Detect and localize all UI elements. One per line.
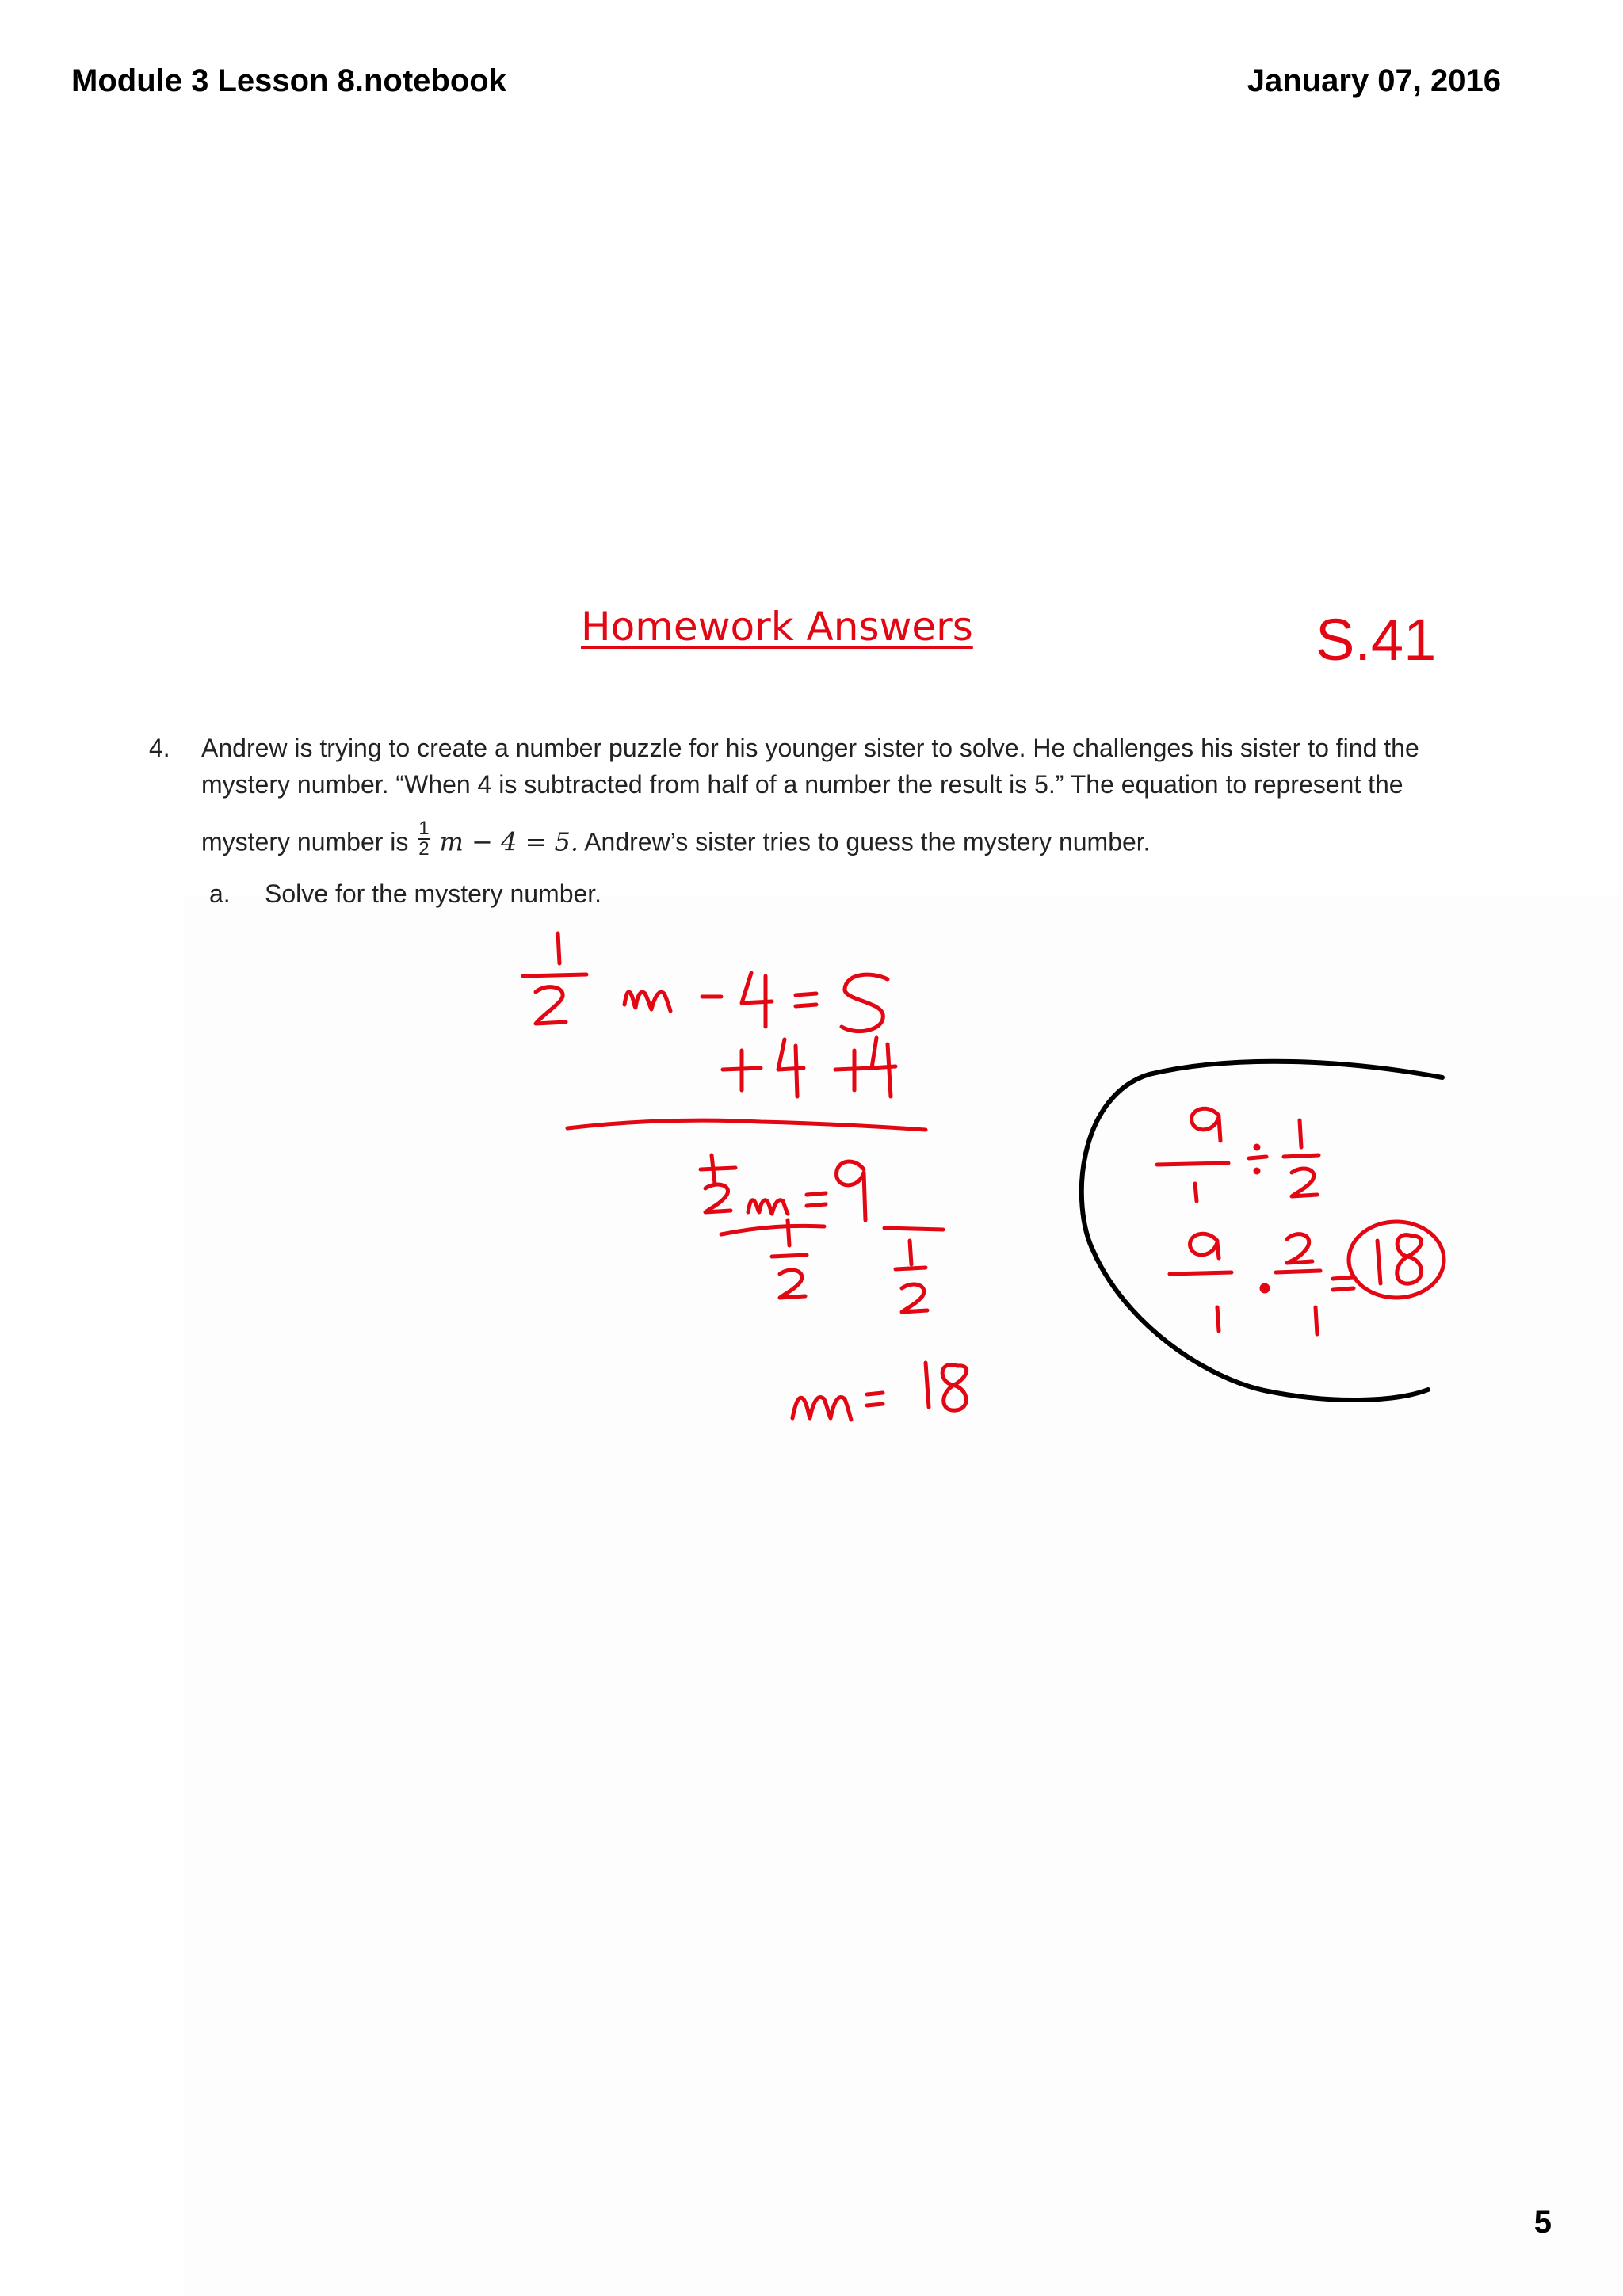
ink-division-dot xyxy=(1255,1146,1258,1149)
ink-digit-1 xyxy=(910,1241,911,1264)
ink-fraction-bar xyxy=(701,1168,735,1169)
ink-equals xyxy=(807,1193,826,1206)
equation-rest: m − 4 = 5. xyxy=(439,826,579,857)
ink-digit-1 xyxy=(1377,1241,1381,1283)
ink-equals xyxy=(867,1393,883,1405)
ink-digit-2 xyxy=(1292,1169,1317,1196)
ink-digit-4 xyxy=(872,1038,896,1097)
equation-lead-in: mystery number is xyxy=(201,827,409,856)
ink-equals xyxy=(1333,1277,1354,1290)
ink-digit-4 xyxy=(778,1039,804,1097)
ink-digit-4 xyxy=(742,973,772,1027)
ink-plus xyxy=(835,1051,872,1090)
ink-right-bar xyxy=(884,1228,943,1230)
ink-fraction-bar xyxy=(1276,1271,1320,1272)
ink-digit-8 xyxy=(942,1365,966,1411)
ink-digit-2 xyxy=(780,1270,805,1298)
notebook-title: Module 3 Lesson 8.notebook xyxy=(71,63,506,98)
ink-digit-9 xyxy=(1190,1234,1219,1258)
ink-digit-1 xyxy=(1195,1184,1197,1201)
ink-multiply-dot xyxy=(1262,1285,1268,1291)
ink-digit-1 xyxy=(1316,1307,1317,1334)
part-a-label: a. xyxy=(209,879,231,908)
ink-digit-5 xyxy=(842,974,888,1032)
ink-variable-m xyxy=(748,1200,788,1214)
problem-number: 4. xyxy=(149,734,170,762)
ink-fraction-bar xyxy=(523,974,586,976)
section-code: S.41 xyxy=(1316,607,1437,673)
red-ink-work xyxy=(523,933,1444,1420)
ink-digit-9 xyxy=(837,1161,865,1220)
ink-digit-2 xyxy=(902,1284,927,1312)
ink-left-bar xyxy=(721,1226,824,1234)
problem-text-line-1: Andrew is trying to create a number puzzle for his younger sister to solve. He challenges his sister to find the xyxy=(201,734,1419,762)
ink-fraction-bar xyxy=(896,1268,926,1269)
ink-digit-1 xyxy=(1300,1120,1301,1147)
ink-fraction-bar xyxy=(1284,1155,1319,1157)
ink-digit-1 xyxy=(788,1220,789,1245)
ink-fraction-bar xyxy=(1170,1272,1232,1274)
homework-answers-title: Homework Answers xyxy=(581,604,973,650)
ink-digit-1 xyxy=(926,1363,929,1407)
fraction-denominator: 2 xyxy=(418,838,430,860)
ink-fraction-bar xyxy=(1157,1163,1228,1165)
page-date: January 07, 2016 xyxy=(1247,63,1501,98)
fraction-numerator: 1 xyxy=(418,818,430,839)
part-a-text: Solve for the mystery number. xyxy=(265,879,602,908)
ink-answer-circle xyxy=(1349,1222,1444,1298)
ink-variable-m xyxy=(624,992,670,1011)
black-bracket-stroke xyxy=(1082,1062,1442,1400)
ink-digit-1 xyxy=(1217,1307,1219,1331)
ink-digit-2 xyxy=(705,1184,731,1212)
ink-variable-m xyxy=(792,1397,851,1420)
problem-text-line-2: mystery number. “When 4 is subtracted from half of a number the result is 5.” The equation to represent the xyxy=(201,770,1403,799)
ink-division-bar xyxy=(1249,1157,1266,1158)
ink-fraction-bar xyxy=(772,1255,807,1257)
ink-digit-8 xyxy=(1397,1235,1422,1283)
ink-division-dot xyxy=(1255,1169,1258,1173)
ink-equals xyxy=(796,994,816,1006)
ink-plus xyxy=(723,1051,761,1090)
ink-digit-9 xyxy=(1192,1108,1220,1141)
ink-digit-2 xyxy=(536,987,566,1024)
equation-followup: Andrew’s sister tries to guess the mystery number. xyxy=(584,827,1151,856)
ink-digit-1 xyxy=(558,933,559,963)
page-number: 5 xyxy=(1533,2205,1552,2240)
ink-digit-2 xyxy=(1287,1234,1312,1263)
ink-underline xyxy=(567,1120,926,1130)
